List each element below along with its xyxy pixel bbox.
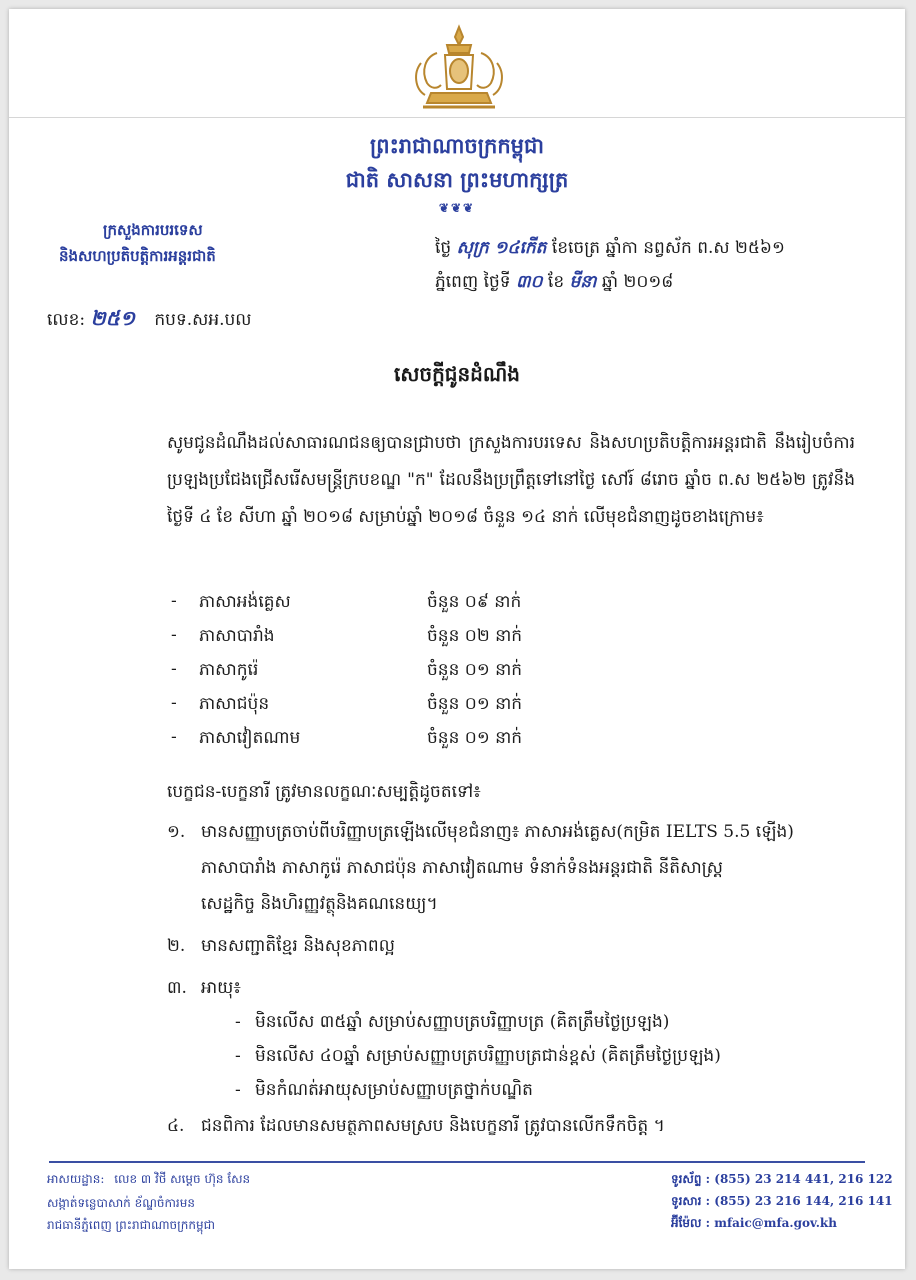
list-item	[171, 625, 523, 646]
list-item	[171, 659, 523, 680]
language-name: ភាសាកូរ៉េ	[199, 660, 259, 680]
list-dash: -	[171, 625, 177, 645]
age-dash: -	[235, 1080, 241, 1100]
national-motto: ជាតិ សាសនា ព្រះមហាក្សត្រ	[345, 167, 569, 192]
ministry-name-line2: និងសហប្រតិបត្តិការអន្តរជាតិ	[59, 247, 216, 265]
age-rule: មិនលើស ៣៥ឆ្នាំ សម្រាប់សញ្ញាបត្របរិញ្ញាបត្រ (គិតត្រឹមថ្ងៃប្រឡង)	[255, 1012, 670, 1032]
ornament-divider: ❦❦❦	[438, 201, 476, 215]
footer-fax	[671, 1193, 893, 1211]
document-title: សេចក្តីជូនដំណឹង	[394, 362, 520, 386]
list-item	[171, 591, 522, 612]
lunar-date-rest: ខែចេត្រ ឆ្នាំកា នព្វស័ក ព.ស ២៥៦១	[551, 238, 785, 258]
footer-address-line1	[47, 1171, 250, 1189]
age-dash: -	[235, 1012, 241, 1032]
footer-divider	[49, 1161, 865, 1163]
footer-address-line2: សង្កាត់ទន្លេបាសាក់ ខ័ណ្ឌចំការមន	[47, 1196, 195, 1210]
royal-coat-of-arms-emblem	[407, 23, 511, 115]
footer-phone	[671, 1171, 893, 1189]
language-name: ភាសាជប៉ុន	[199, 694, 270, 714]
list-dash: -	[171, 693, 177, 713]
footer-email	[671, 1215, 837, 1233]
header-divider	[9, 117, 905, 118]
lunar-date-handwritten: សុក្រ ១៤កើត	[456, 238, 547, 258]
fax-label: ទូរសារ :	[671, 1194, 711, 1208]
list-dash: -	[171, 591, 177, 611]
age-rule: មិនកំណត់អាយុសម្រាប់សញ្ញាបត្រថ្នាក់បណ្ឌិត	[255, 1080, 533, 1100]
language-count: ចំនួន ០២ នាក់	[427, 626, 523, 646]
reference-number	[47, 305, 252, 335]
ministry-name-line1: ក្រសួងការបរទេស	[103, 221, 203, 239]
language-name: ភាសាវៀតណាម	[199, 728, 301, 748]
address-street: លេខ ៣ វិថី សម្តេច ហ៊ុន សែន	[114, 1172, 251, 1186]
requirement-4-text: ជនពិការ ដែលមានសមត្ថភាពសមស្រប និងបេក្ខនារី ត្រូវបានលើកទឹកចិត្ត ។	[201, 1116, 665, 1136]
email-label: អ៊ីម៉ែល :	[671, 1216, 711, 1230]
lunar-date	[435, 237, 785, 262]
requirement-number: ២.	[167, 936, 186, 956]
solar-date-month: មីនា	[569, 272, 597, 292]
reference-number-handwritten: ២៥១	[90, 306, 135, 330]
language-name: ភាសាអង់គ្លេស	[199, 592, 291, 612]
intro-paragraph: សូមជូនដំណឹងដល់សាធារណជនឲ្យបានជ្រាបថា ក្រសួងការបរទេស និងសហប្រតិបត្តិការអន្តរជាតិ នឹងរៀបចំការប្រឡងប្រជែងជ្រើសរើសមន្ត្រីក្របខណ្ឌ "ក" ដែលនឹងប្រព្រឹត្តទៅនៅថ្ងៃ សៅរ៍ ៨រោច ឆ្នាំច ព.ស ២៥៦២ ត្រូវនឹងថ្ងៃទី ៤ ខែ សីហា ឆ្នាំ ២០១៨ សម្រាប់ឆ្នាំ ២០១៨ ចំនួន ១៤ នាក់ លើមុខជំនាញដូចខាងក្រោម៖	[167, 433, 855, 527]
requirement-3-text: អាយុ៖	[201, 978, 241, 998]
list-item	[171, 727, 523, 748]
footer-address-line3: រាជធានីភ្នំពេញ ព្រះរាជាណាចក្រកម្ពុជា	[47, 1218, 215, 1232]
language-count: ចំនួន ០១ នាក់	[427, 694, 523, 714]
requirement-number: ១.	[167, 822, 186, 842]
reference-label: លេខ:	[47, 310, 86, 330]
fax-number: (855) 23 216 144, 216 141	[714, 1194, 893, 1208]
solar-date-day: ៣០	[515, 272, 543, 292]
list-dash: -	[171, 727, 177, 747]
requirement-1-line3: សេដ្ឋកិច្ច និងហិរញ្ញវត្ថុនិងគណនេយ្យ។	[201, 894, 438, 914]
age-rule: មិនលើស ៤០ឆ្នាំ សម្រាប់សញ្ញាបត្របរិញ្ញាបត្រជាន់ខ្ពស់ (គិតត្រឹមថ្ងៃប្រឡង)	[255, 1046, 721, 1066]
requirement-2-text: មានសញ្ជាតិខ្មែរ និងសុខភាពល្អ	[201, 936, 395, 956]
language-count: ចំនួន ០៩ នាក់	[427, 592, 522, 612]
solar-date	[435, 271, 673, 296]
language-name: ភាសាបារាំង	[199, 626, 275, 646]
solar-date-year: ឆ្នាំ ២០១៨	[601, 272, 674, 292]
solar-date-prefix: ភ្នំពេញ ថ្ងៃទី	[435, 272, 511, 292]
lunar-date-prefix: ថ្ងៃ	[435, 238, 452, 258]
list-item	[171, 693, 523, 714]
reference-code: កបទ.សអ.បល	[154, 310, 252, 330]
age-dash: -	[235, 1046, 241, 1066]
address-label: អាសយដ្ឋាន:	[47, 1172, 105, 1186]
requirement-number: ៤.	[167, 1116, 185, 1136]
phone-label: ទូរស័ព្ទ :	[671, 1172, 711, 1186]
kingdom-title: ព្រះរាជាណាចក្រកម្ពុជា	[369, 133, 544, 158]
solar-date-month-label: ខែ	[547, 272, 565, 292]
phone-number: (855) 23 214 441, 216 122	[714, 1172, 893, 1186]
email-address: mfaic@mfa.gov.kh	[714, 1216, 837, 1230]
requirements-heading: បេក្ខជន-បេក្ខនារី ត្រូវមានលក្ខណៈសម្បត្តិដូចតទៅ៖	[167, 782, 481, 802]
requirement-1-line2: ភាសាបារាំង ភាសាកូរ៉េ ភាសាជប៉ុន ភាសាវៀតណាម ទំនាក់ទំនងអន្តរជាតិ នីតិសាស្ត្រ	[201, 858, 723, 878]
language-count: ចំនួន ០១ នាក់	[427, 728, 523, 748]
document-page	[9, 9, 905, 1269]
requirement-number: ៣.	[167, 978, 187, 998]
requirement-1-line1: មានសញ្ញាបត្រចាប់ពីបរិញ្ញាបត្រឡើងលើមុខជំនាញ៖ ភាសាអង់គ្លេស(កម្រិត IELTS 5.5 ឡើង)	[201, 822, 794, 842]
language-count: ចំនួន ០១ នាក់	[427, 660, 523, 680]
list-dash: -	[171, 659, 177, 679]
